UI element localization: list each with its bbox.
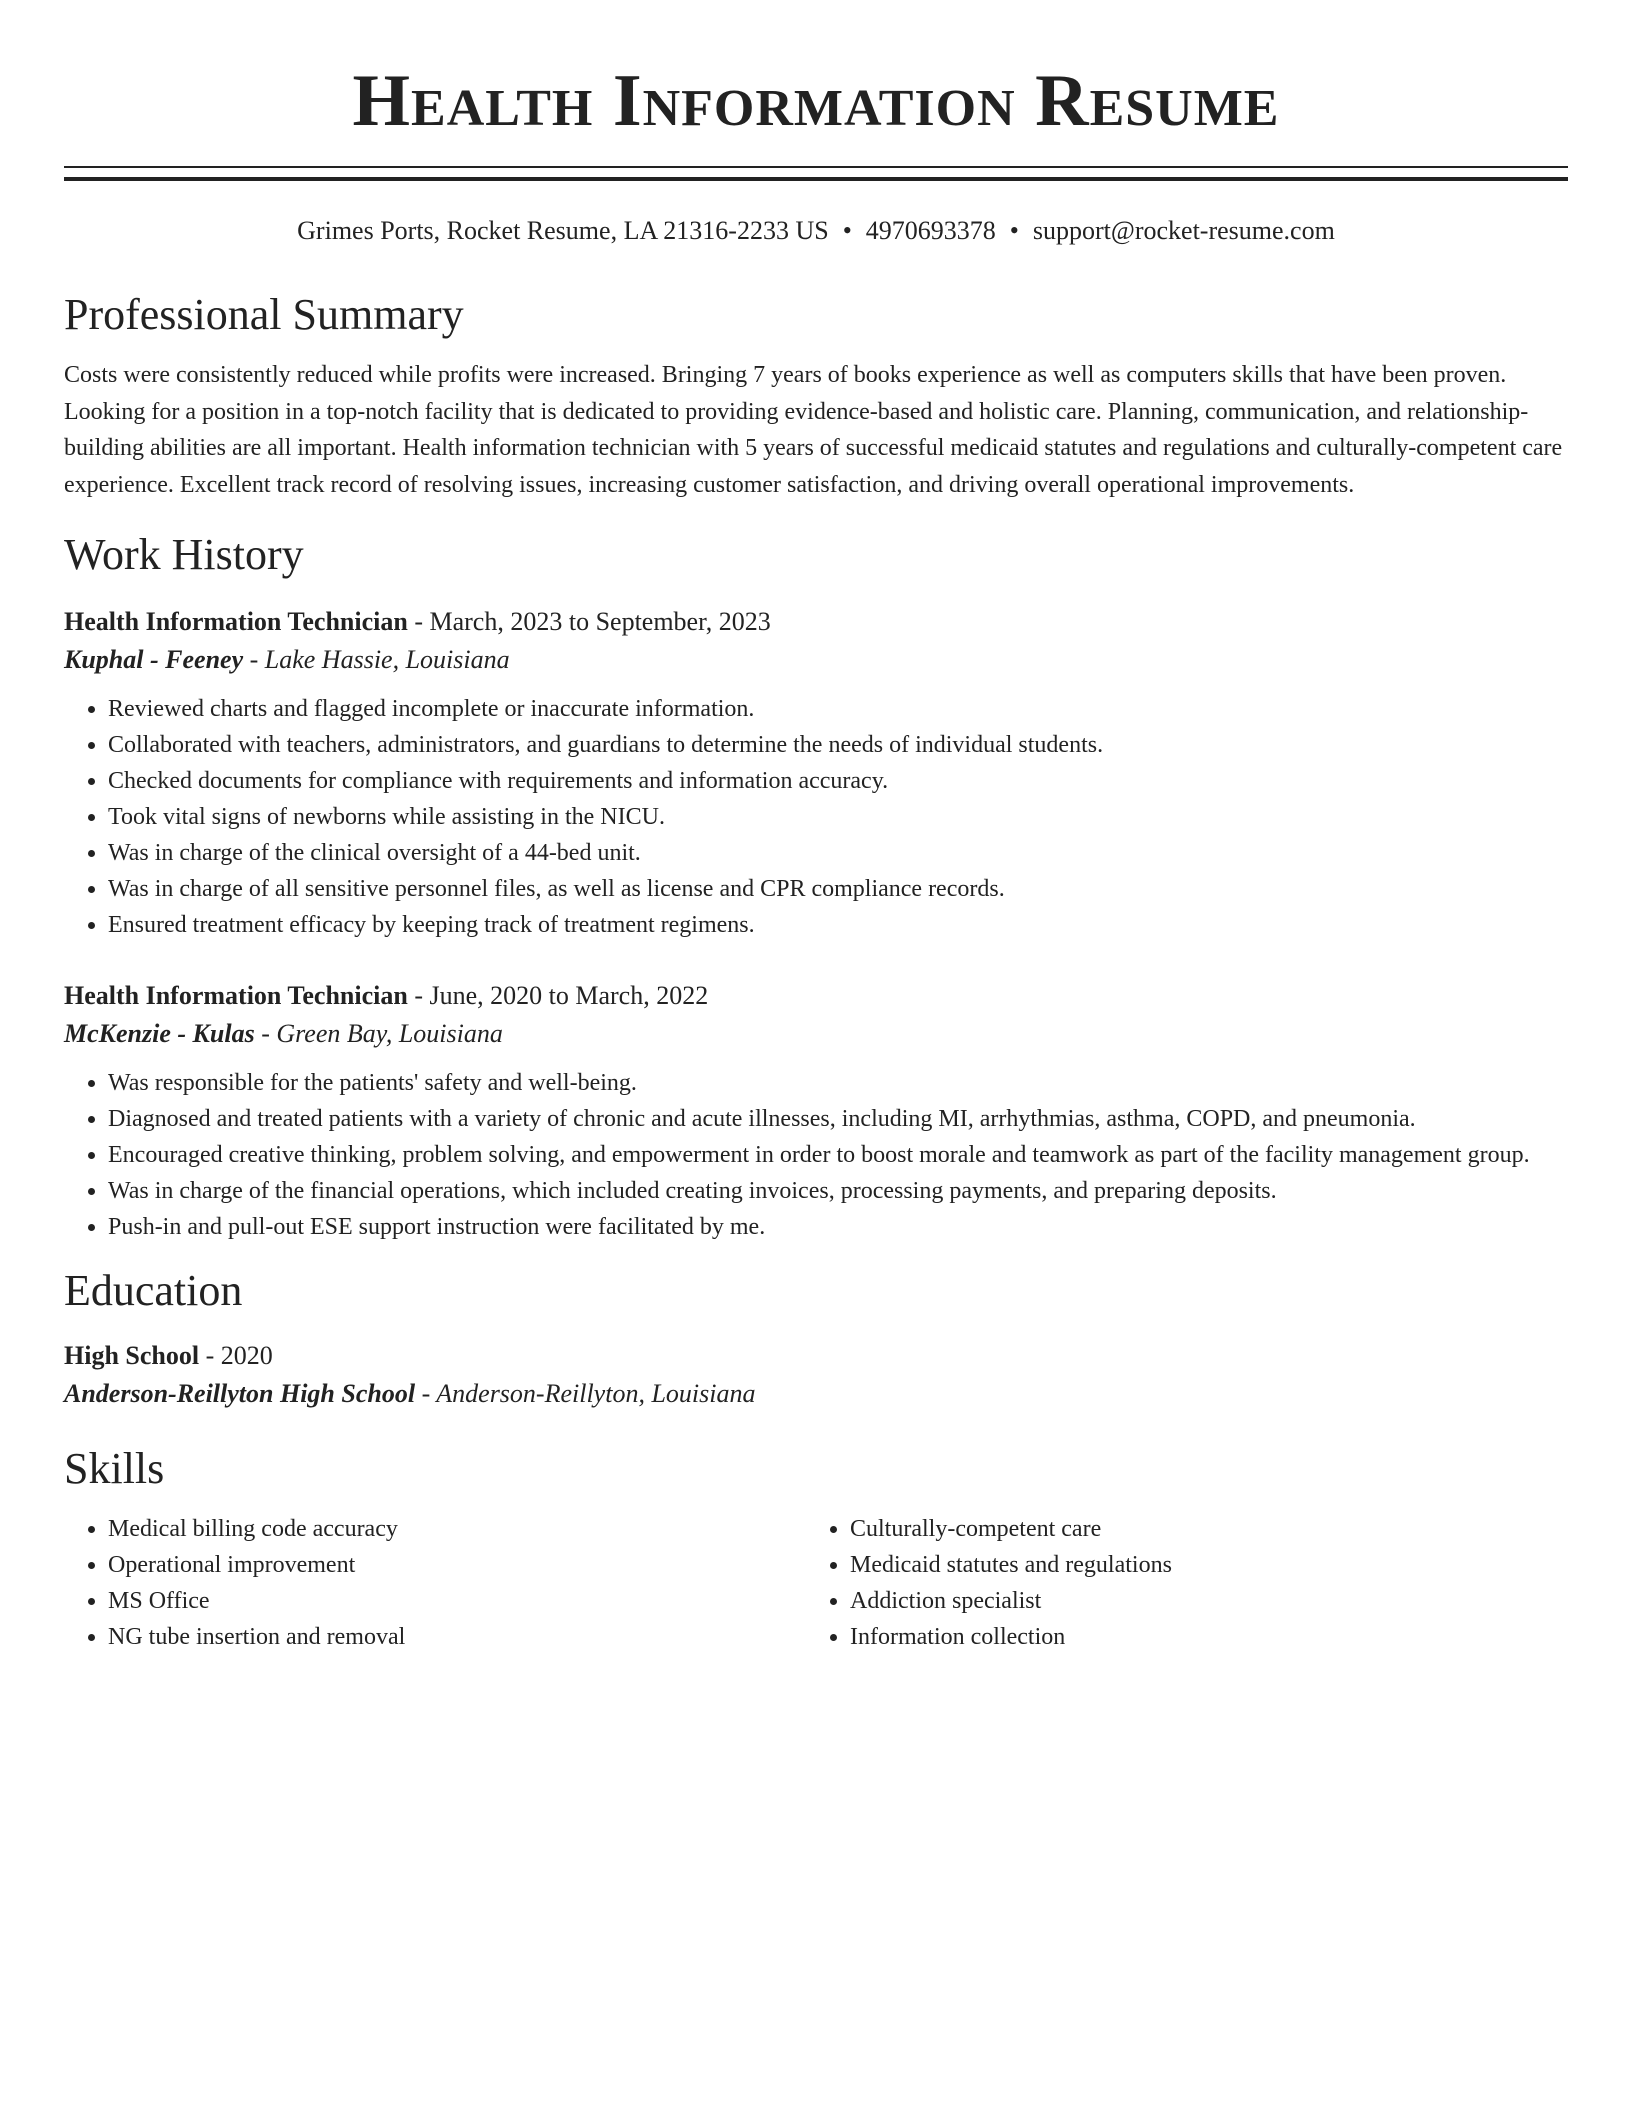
work-history-heading: Work History: [64, 530, 304, 579]
job-company: McKenzie - Kulas: [64, 1019, 255, 1048]
job-entry: [64, 977, 1568, 1245]
job-bullet: • Diagnosed and treated patients with a variety of chronic and acute illnesses, including MI, arrhythmias, asthma, COPD, and pneumonia.: [108, 1101, 1568, 1137]
skills-list-left: [64, 1511, 806, 1655]
job-company-line: [64, 1015, 1568, 1053]
skill-item: • MS Office: [108, 1583, 806, 1619]
education-degree-line: [64, 1337, 1568, 1375]
skills-list-right: [806, 1511, 1548, 1655]
education-location: - Anderson-Reillyton, Louisiana: [415, 1379, 756, 1408]
job-title: Health Information Technician: [64, 981, 408, 1010]
job-title: Health Information Technician: [64, 607, 408, 636]
job-bullet: • Was in charge of all sensitive personnel files, as well as license and CPR compliance records.: [108, 871, 1568, 907]
job-bullet: • Ensured treatment efficacy by keeping track of treatment regimens.: [108, 907, 1568, 943]
job-title-line: [64, 603, 1568, 641]
skill-item: • Medical billing code accuracy: [108, 1511, 806, 1547]
job-bullet-list: [64, 1065, 1568, 1245]
contact-line: [64, 215, 1568, 247]
education-degree: High School: [64, 1341, 200, 1370]
job-title-line: [64, 977, 1568, 1015]
resume-name: Health Information Resume: [352, 60, 1280, 142]
skill-item: • Information collection: [850, 1619, 1548, 1655]
skill-item: • Medicaid statutes and regulations: [850, 1547, 1548, 1583]
job-bullet: • Push-in and pull-out ESE support instruction were facilitated by me.: [108, 1209, 1568, 1245]
job-bullet: • Took vital signs of newborns while assisting in the NICU.: [108, 799, 1568, 835]
job-bullet: • Was in charge of the clinical oversight of a 44-bed unit.: [108, 835, 1568, 871]
job-dates: - June, 2020 to March, 2022: [407, 981, 709, 1010]
job-company: Kuphal - Feeney: [64, 645, 244, 674]
job-location: - Green Bay, Louisiana: [254, 1019, 503, 1048]
contact-separator: •: [1009, 216, 1019, 245]
summary-text: Costs were consistently reduced while profits were increased. Bringing 7 years of books experience as well as computers skills that have been proven. Looking for a position in a top-notch facility that is dedicated to providing evidence-based and holistic care. Planning, communication, and relationship-building abilities are all important. Health information technician with 5 years of successful medicaid statutes and regulations and culturally-competent care experience. Excellent track record of resolving issues, increasing customer satisfaction, and driving overall operational improvements.: [64, 362, 1563, 498]
skills-grid: [64, 1511, 1568, 1655]
contact-separator: •: [842, 216, 852, 245]
job-bullet: • Was responsible for the patients' safety and well-being.: [108, 1065, 1568, 1101]
job-bullet: • Reviewed charts and flagged incomplete or inaccurate information.: [108, 691, 1568, 727]
skill-item: • NG tube insertion and removal: [108, 1619, 806, 1655]
education-school-line: [64, 1375, 1568, 1413]
job-dates: - March, 2023 to September, 2023: [407, 607, 771, 636]
education-heading: Education: [64, 1266, 243, 1315]
job-bullet: • Checked documents for compliance with requirements and information accuracy.: [108, 763, 1568, 799]
job-entry: [64, 603, 1568, 943]
job-bullet: • Collaborated with teachers, administrators, and guardians to determine the needs of individual students.: [108, 727, 1568, 763]
skill-item: • Addiction specialist: [850, 1583, 1548, 1619]
education-school: Anderson-Reillyton High School: [64, 1379, 416, 1408]
skill-item: • Culturally-competent care: [850, 1511, 1548, 1547]
header-divider: [64, 166, 1568, 181]
job-bullet-list: [64, 691, 1568, 943]
job-bullet: • Was in charge of the financial operations, which included creating invoices, processing payments, and preparing deposits.: [108, 1173, 1568, 1209]
education-year: - 2020: [199, 1341, 273, 1370]
contact-phone: 4970693378: [865, 216, 996, 245]
job-company-line: [64, 641, 1568, 679]
education-entry: [64, 1337, 1568, 1413]
summary-heading: Professional Summary: [64, 290, 464, 339]
job-bullet: • Encouraged creative thinking, problem solving, and empowerment in order to boost morale and teamwork as part of the facility management group.: [108, 1137, 1568, 1173]
contact-email: support@rocket-resume.com: [1032, 216, 1335, 245]
skill-item: • Operational improvement: [108, 1547, 806, 1583]
job-location: - Lake Hassie, Louisiana: [243, 645, 510, 674]
contact-address: Grimes Ports, Rocket Resume, LA 21316-2233 US: [297, 216, 829, 245]
skills-heading: Skills: [64, 1444, 165, 1493]
